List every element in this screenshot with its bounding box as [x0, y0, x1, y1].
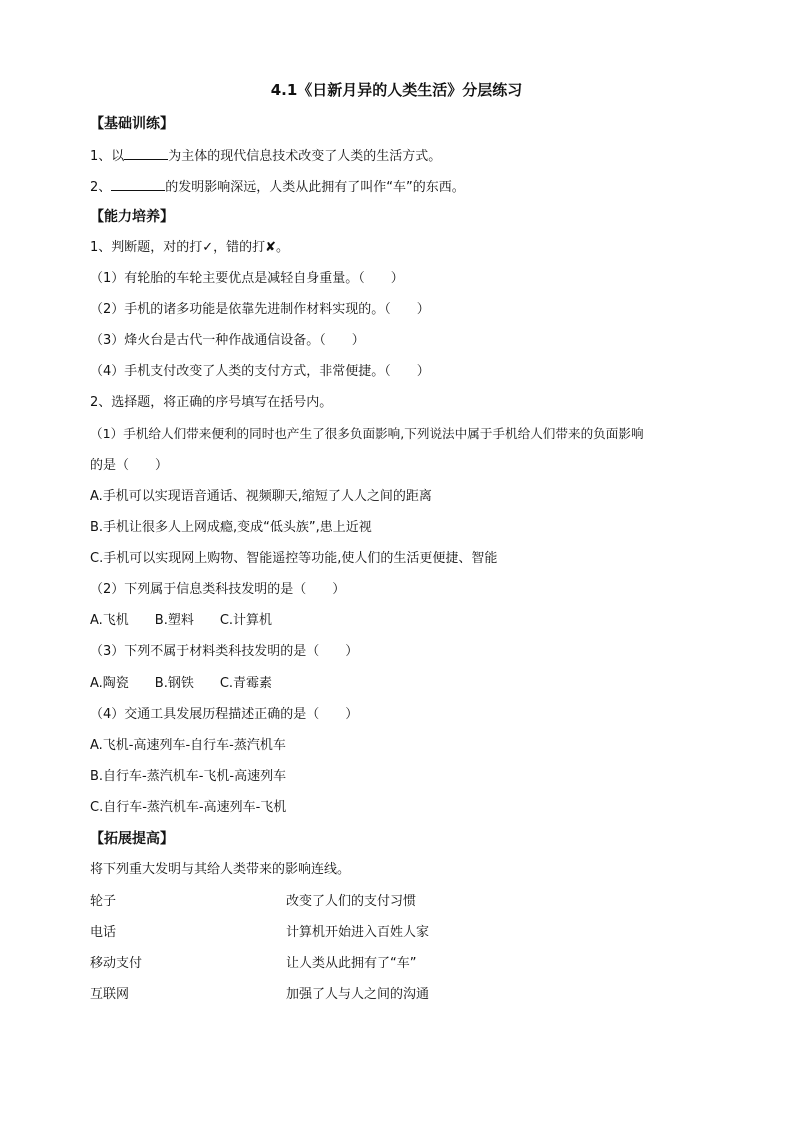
choice-question-2: （2）下列属于信息类科技发明的是（ ） [90, 582, 346, 597]
judge-item: （3）烽火台是古代一种作战通信设备。（ ） [90, 333, 365, 348]
question-text: 1、以 [90, 149, 125, 164]
choice-question-3: （3）下列不属于材料类科技发明的是（ ） [90, 644, 359, 659]
choice-option: A.手机可以实现语音通话、视频聊天,缩短了人人之间的距离 [90, 489, 432, 504]
choice-option: B.自行车-蒸汽机车-飞机-高速列车 [90, 769, 287, 784]
answer-blank[interactable] [111, 176, 165, 191]
matching-left-item: 移动支付 [90, 956, 143, 971]
choice-intro: 2、选择题，将正确的序号填写在括号内。 [90, 395, 333, 410]
answer-blank[interactable] [124, 145, 168, 160]
choice-option: A.飞机-高速列车-自行车-蒸汽机车 [90, 738, 286, 753]
question-text: 的发明影响深远，人类从此拥有了叫作“车”的东西。 [165, 180, 465, 195]
choice-option: C.自行车-蒸汽机车-高速列车-飞机 [90, 800, 287, 815]
choice-option: C.手机可以实现网上购物、智能遥控等功能,使人们的生活更便捷、智能 [90, 551, 498, 566]
matching-right-item: 让人类从此拥有了“车” [286, 956, 417, 971]
matching-intro: 将下列重大发明与其给人类带来的影响连线。 [90, 862, 351, 877]
question-basic-2 [90, 176, 465, 198]
question-text: 2、 [90, 180, 112, 195]
question-basic-1 [90, 145, 441, 167]
page-title: 4.1《日新月异的人类生活》分层练习 [270, 81, 523, 99]
choice-question-4: （4）交通工具发展历程描述正确的是（ ） [90, 707, 359, 722]
choice-option: B.手机让很多人上网成瘾,变成“低头族”,患上近视 [90, 520, 372, 535]
judge-intro: 1、判断题，对的打✓，错的打✘。 [90, 240, 290, 255]
matching-right-item: 改变了人们的支付习惯 [286, 894, 417, 909]
question-text: 为主体的现代信息技术改变了人类的生活方式。 [168, 149, 442, 164]
choice-options-2: A.飞机 B.塑料 C.计算机 [90, 613, 273, 628]
choice-question-1: （1）手机给人们带来便利的同时也产生了很多负面影响,下列说法中属于手机给人们带来的负面影响 [90, 426, 644, 441]
choice-question-1-cont: 的是（ ） [90, 458, 169, 473]
matching-left-item: 轮子 [90, 894, 117, 909]
matching-right-item: 计算机开始进入百姓人家 [286, 925, 430, 940]
judge-item: （1）有轮胎的车轮主要优点是减轻自身重量。（ ） [90, 271, 404, 286]
matching-right-item: 加强了人与人之间的沟通 [286, 987, 430, 1002]
matching-left-item: 电话 [90, 925, 117, 940]
section-heading-basic: 【基础训练】 [90, 116, 174, 132]
matching-left-item: 互联网 [90, 987, 130, 1002]
judge-item: （2）手机的诸多功能是依靠先进制作材料实现的。（ ） [90, 302, 430, 317]
section-heading-ability: 【能力培养】 [90, 209, 174, 225]
choice-options-3: A.陶瓷 B.钢铁 C.青霉素 [90, 676, 273, 691]
section-heading-extend: 【拓展提高】 [90, 831, 174, 847]
judge-item: （4）手机支付改变了人类的支付方式，非常便捷。（ ） [90, 364, 430, 379]
